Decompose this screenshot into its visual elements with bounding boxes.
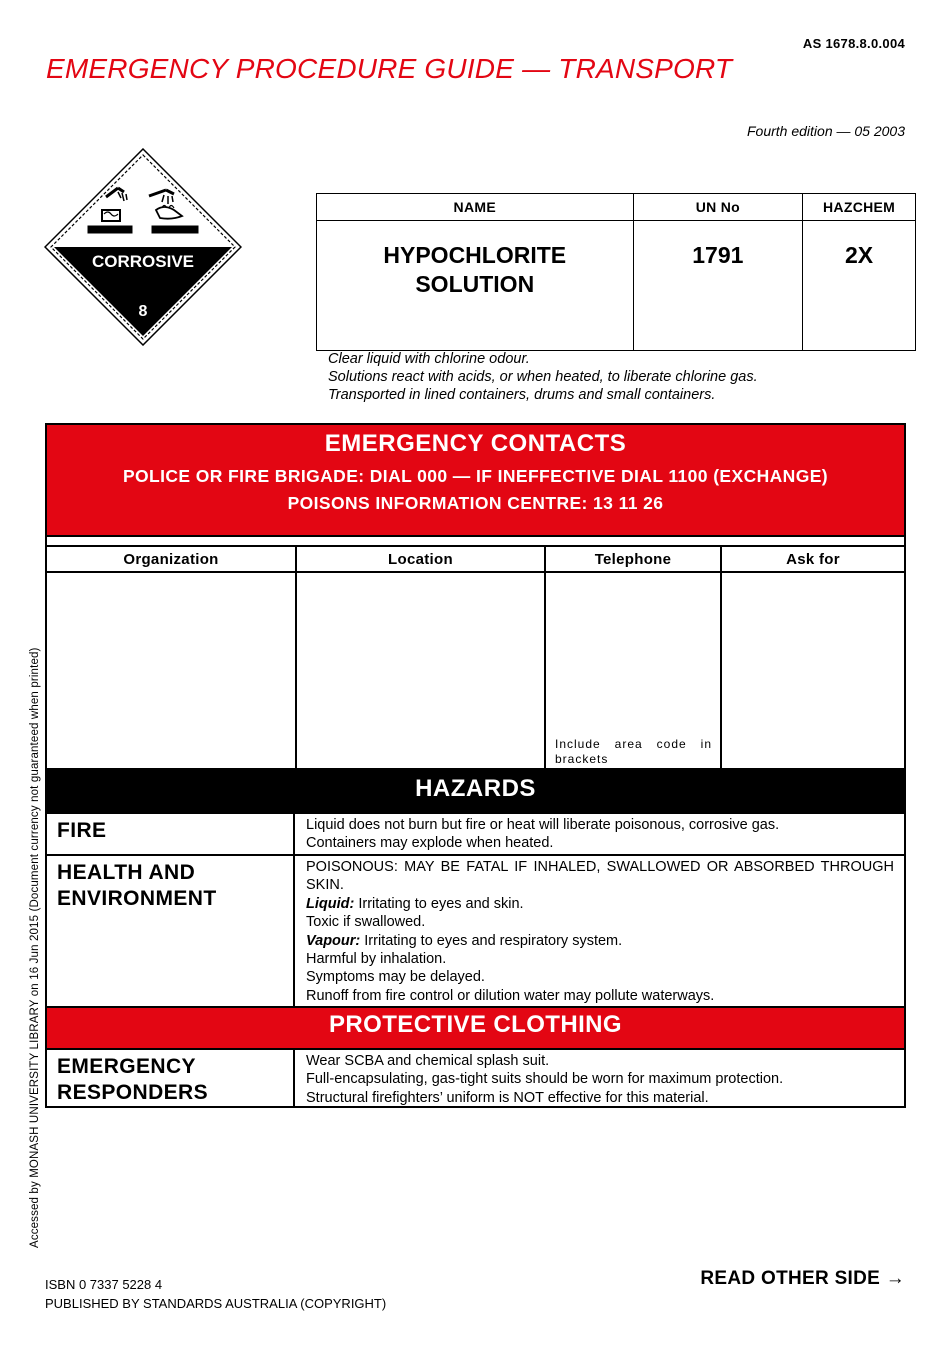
spacer (47, 537, 904, 545)
health-environment-row (47, 856, 904, 1008)
substance-description (328, 350, 758, 404)
health-environment-label (47, 856, 295, 1006)
liquid-text: Irritating to eyes and skin. (354, 895, 524, 912)
contacts-table (47, 545, 904, 770)
runoff-line: Runoff from fire control or dilution water may pollute waterways. (306, 987, 715, 1004)
description-line: Solutions react with acids, or when heated, to liberate chlorine gas. (328, 369, 758, 385)
liquid-line (306, 895, 894, 913)
toxic-line: Toxic if swallowed. (306, 914, 426, 931)
ask-for-cell[interactable] (721, 572, 904, 769)
placard-class-number: 8 (138, 303, 148, 320)
harmful-line: Harmful by inhalation. (306, 951, 447, 968)
fire-line: Liquid does not burn but fire or heat will liberate poisonous, corrosive gas. (306, 817, 780, 833)
emergency-responders-label (47, 1050, 295, 1106)
name-header: NAME (317, 194, 634, 221)
health-text (295, 856, 904, 1006)
description-line: Clear liquid with chlorine odour. (328, 351, 530, 367)
procedure-panel (45, 423, 906, 1108)
police-fire-line: POLICE OR FIRE BRIGADE: DIAL 000 — IF INEFFECTIVE DIAL 1100 (EXCHANGE) (122, 466, 829, 486)
responders-line: Full-encapsulating, gas-tight suits should be worn for maximum protection. (306, 1071, 784, 1088)
corrosive-placard (44, 148, 242, 346)
organization-cell[interactable] (47, 572, 296, 769)
read-other-side: READ OTHER SIDE → (700, 1268, 905, 1289)
ask-for-header: Ask for (721, 546, 904, 572)
un-number: 1791 (633, 221, 803, 351)
hazards-title: HAZARDS (47, 770, 904, 814)
description-line: Transported in lined containers, drums and small containers. (328, 387, 716, 403)
fire-line: Containers may explode when heated. (306, 835, 554, 852)
responders-line: Wear SCBA and chemical splash suit. (306, 1053, 550, 1069)
emergency-contacts-band (47, 425, 904, 537)
hazchem-header: HAZCHEM (803, 194, 916, 221)
fire-label: FIRE (47, 814, 295, 854)
responders-line: Structural firefighters’ uniform is NOT effective for this material. (306, 1089, 709, 1106)
hazchem-code: 2X (803, 221, 916, 351)
vapour-line (306, 932, 894, 950)
liquid-label: Liquid: (306, 895, 355, 912)
area-code-note: Include area code in brackets (555, 737, 712, 766)
substance-name (317, 221, 634, 351)
isbn: ISBN 0 7337 5228 4 (45, 1277, 163, 1292)
edition-date: Fourth edition — 05 2003 (747, 123, 905, 139)
telephone-header: Telephone (545, 546, 721, 572)
protective-clothing-title: PROTECTIVE CLOTHING (47, 1008, 904, 1050)
identification-table (316, 193, 916, 351)
health-label-line2: ENVIRONMENT (57, 887, 217, 910)
poisons-info-line: POISONS INFORMATION CENTRE: 13 11 26 (287, 493, 664, 513)
responders-text (295, 1050, 904, 1106)
fire-text (295, 814, 904, 854)
health-label-line1: HEALTH AND (57, 861, 196, 884)
standard-number: AS 1678.8.0.004 (802, 36, 905, 51)
symptoms-line: Symptoms may be delayed. (306, 969, 485, 986)
vapour-text: Irritating to eyes and respiratory system. (360, 932, 623, 949)
emergency-responders-row (47, 1050, 904, 1106)
vapour-label: Vapour: (306, 932, 361, 949)
footer-publication (45, 1275, 386, 1313)
un-number-header: UN No (633, 194, 803, 221)
placard-label: CORROSIVE (91, 252, 195, 271)
fire-hazard-row (47, 814, 904, 856)
document-title: EMERGENCY PROCEDURE GUIDE — TRANSPORT (46, 53, 733, 84)
substance-name-line1: HYPOCHLORITE (383, 242, 567, 268)
organization-header: Organization (47, 546, 296, 572)
emergency-contacts-title: EMERGENCY CONTACTS (324, 430, 627, 457)
access-note: Accessed by MONASH UNIVERSITY LIBRARY on 16 Jun 2015 (Document currency not guaranteed when printed) (29, 647, 41, 1248)
substance-name-line2: SOLUTION (415, 271, 535, 297)
responders-label-line2: RESPONDERS (57, 1081, 209, 1104)
location-header: Location (296, 546, 545, 572)
publisher: PUBLISHED BY STANDARDS AUSTRALIA (COPYRIGHT) (45, 1296, 387, 1311)
responders-label-line1: EMERGENCY (57, 1055, 196, 1078)
telephone-cell[interactable] (545, 572, 721, 769)
poison-warning: POISONOUS: MAY BE FATAL IF INHALED, SWALLOWED OR ABSORBED THROUGH SKIN. (306, 859, 894, 894)
location-cell[interactable] (296, 572, 545, 769)
